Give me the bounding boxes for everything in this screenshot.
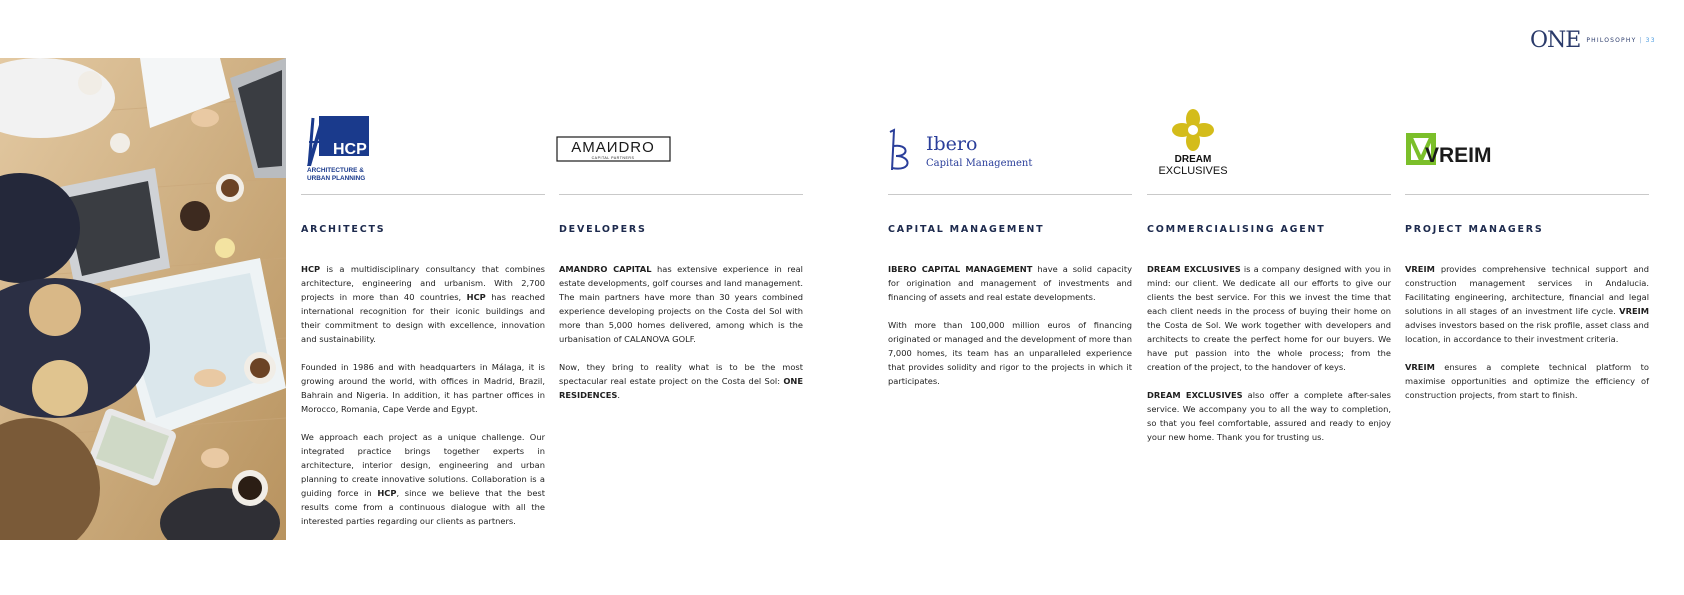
header-mark [1530,28,1656,53]
amandro-logo [556,136,672,164]
svg-text:URBAN PLANNING: URBAN PLANNING [307,175,366,182]
column-capital-management [888,110,1132,402]
bold-text: HCP [377,488,397,498]
paragraph: VREIM provides comprehensive technical support and construction management services in Andalucia. Facilitating engineering, architecture, financial and legal solutions in all stages of an investment life cycle. VREIM advises investors based on the risk profile, asset class and location, in accordance to their investment criteria. [1405,264,1649,344]
svg-text:EXCLUSIVES: EXCLUSIVES [1158,165,1228,177]
bold-text: HCP [301,264,321,274]
label-separator: | [1639,37,1643,44]
category-title: DEVELOPERS [559,224,647,235]
category-title: COMMERCIALISING AGENT [1147,224,1326,235]
bold-text: VREIM [1619,306,1649,316]
paragraph: HCP is a multidisciplinary consultancy that combines architecture, engineering and urbanism. With 2,700 projects in more than 40 countries, HCP has reached international recognition for their iconic buildings and their commitment to design with excellence, innovation and sustainability. [301,264,545,344]
bold-text: AMANDRO CAPITAL [559,264,652,274]
description [301,262,545,528]
bold-text: HCP [466,292,486,302]
section-label: PHILOSOPHY [1586,37,1637,44]
svg-text:ARCHITECTURE &: ARCHITECTURE & [307,167,364,174]
description [559,262,803,402]
paragraph: DREAM EXCLUSIVES is a company designed with you in mind: our client. We dedicate all our efforts to give our clients the best service. For this we invest the time that each client needs in the process of buying their home on the Costa de Sol. We work together with developers and architects to create the perfect home for our buyers. We have put passion into the whole process; from the creation of the project, to the handover of keys. [1147,264,1391,372]
paragraph: We approach each project as a unique challenge. Our integrated practice brings together experts in architecture, interior design, engineering and urban planning to create innovative solutions. Collaboration is a guiding force in HCP, since we believe that the best results come from a continuous dialogue with all the interested parties regarding our clients as partners. [301,432,546,526]
description [888,262,1132,388]
one-logo: ONE [1530,28,1581,53]
bold-text: VREIM [1405,264,1435,274]
bold-text: VREIM [1405,362,1435,372]
description [1147,262,1391,444]
hcp-logo [303,116,375,182]
category-title: CAPITAL MANAGEMENT [888,224,1045,235]
column-project-managers [1405,110,1649,416]
svg-text:DREAM: DREAM [1174,154,1212,165]
paragraph: AMANDRO CAPITAL has extensive experience in real estate developments, golf courses and land management. The main partners have more than 30 years combined experience developing projects on the Costa del Sol with more than 5,000 homes delivered, among which is the urbanisation of CALANOVA GOLF. [559,264,803,344]
category-title: ARCHITECTS [301,224,386,235]
dream-exclusives-logo [1153,108,1233,178]
column-commercialising-agent [1147,110,1391,458]
svg-text:HCP: HCP [333,141,367,158]
bold-text: IBERO CAPITAL MANAGEMENT [888,264,1033,274]
svg-text:VREIM: VREIM [1425,144,1492,167]
paragraph: Founded in 1986 and with headquarters in Málaga, it is growing around the world, with offices in Madrid, Brazil, Bahrain and Nigeria. In addition, it has partner offices in Morocco, Romania, Cape Verde and Egypt. [301,362,545,414]
paragraph: VREIM ensures a complete technical platform to maximise opportunities and optimize the efficiency of construction projects, from start to finish. [1405,362,1649,400]
ibero-logo [886,128,1036,174]
svg-text:Capital Management: Capital Management [926,158,1033,169]
page-number: 33 [1645,37,1656,44]
paragraph: Now, they bring to reality what is to be the most spectacular real estate project on the Costa del Sol: ONE RESIDENCES. [559,362,803,400]
vreim-logo [1405,132,1495,168]
paragraph: With more than 100,000 million euros of financing originated or managed and the development of more than 7,000 homes, its team has an unparalleled experience that provides solidity and rigor to the projects in which it participates. [888,320,1132,386]
paragraph: IBERO CAPITAL MANAGEMENT have a solid capacity for origination and management of investments and financing of assets and real estate developments. [888,264,1133,302]
description [1405,262,1649,402]
column-architects [301,110,545,542]
svg-text:AMAИDRO: AMAИDRO [571,139,655,156]
bold-text: ONE RESIDENCES [559,376,803,400]
svg-text:CAPITAL PARTNERS: CAPITAL PARTNERS [591,156,635,160]
bold-text: DREAM EXCLUSIVES [1147,264,1241,274]
bold-text: DREAM EXCLUSIVES [1147,390,1243,400]
svg-text:Ibero: Ibero [926,133,978,155]
paragraph: DREAM EXCLUSIVES also offer a complete after-sales service. We accompany you to all the way to completion, so that you feel comfortable, assured and ready to enjoy your new home. Thank you for trusting us. [1147,390,1391,442]
team-meeting-photo [0,58,286,540]
column-developers [559,110,803,416]
category-title: PROJECT MANAGERS [1405,224,1544,235]
